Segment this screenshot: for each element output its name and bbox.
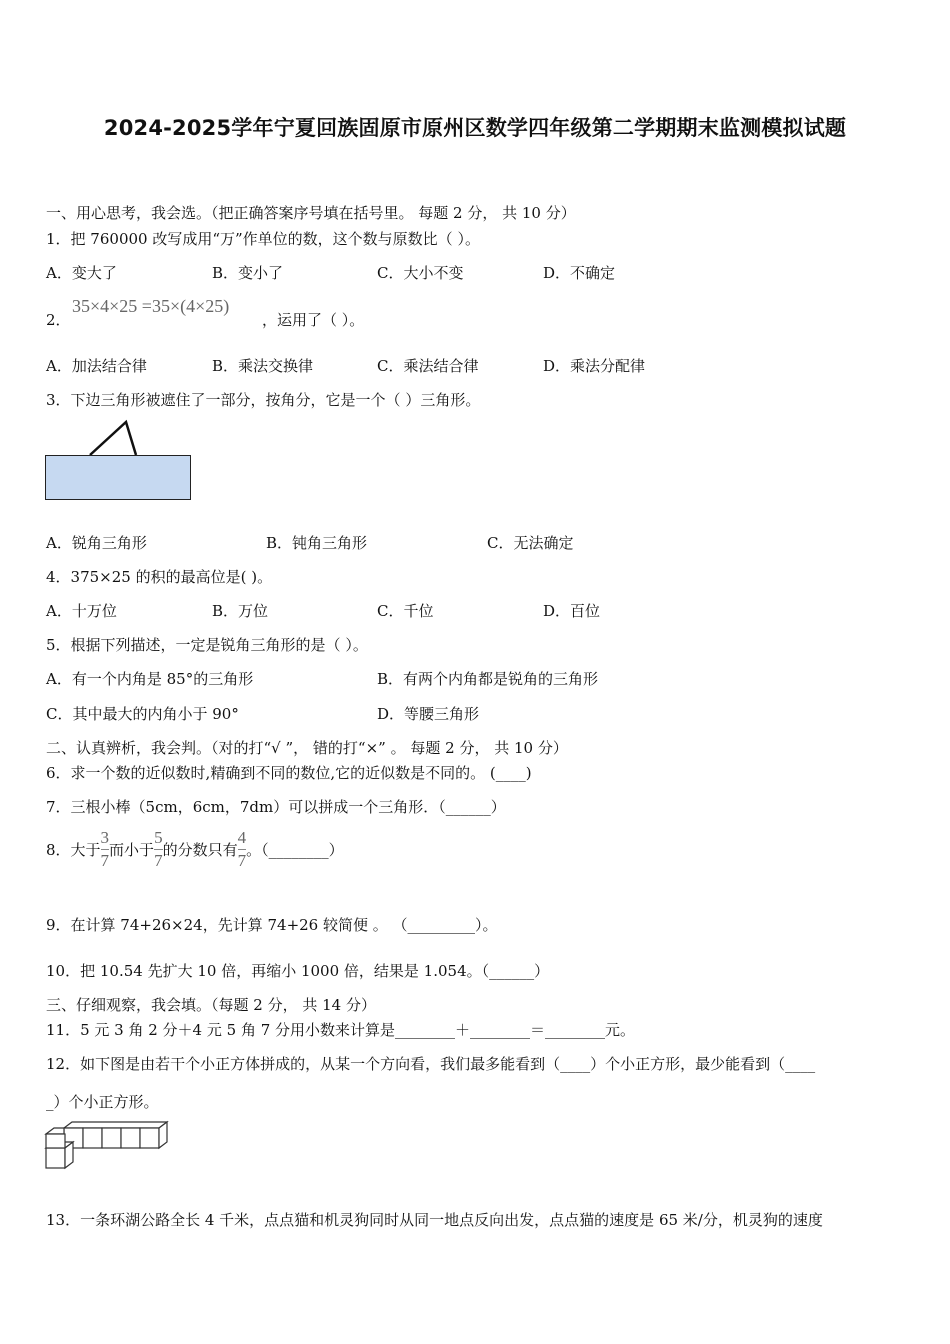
q4-option-c: C．千位	[377, 602, 434, 620]
q5-option-a: A．有一个内角是 85°的三角形	[46, 670, 254, 688]
section-2-heading: 二、认真辨析，我会判。（对的打“√ ”， 错的打“×” 。 每题 2 分， 共 10 分）	[46, 739, 568, 757]
q1-option-d: D．不确定	[543, 264, 616, 282]
q4-option-b: B．万位	[212, 602, 269, 620]
question-8	[46, 829, 344, 870]
q3-option-a: A．锐角三角形	[46, 534, 147, 552]
question-10: 10．把 10.54 先扩大 10 倍，再缩小 1000 倍，结果是 1.054。（______）	[46, 962, 550, 980]
fraction-numerator: 3	[100, 828, 110, 847]
q1-option-c: C．大小不变	[377, 264, 464, 282]
question-3: 3．下边三角形被遮住了一部分，按角分，它是一个（ ）三角形。	[46, 391, 481, 409]
question-2-formula: 35×4×25 =35×(4×25)	[72, 296, 230, 316]
q8-text-4: 。（________）	[246, 841, 344, 859]
fraction-numerator: 4	[237, 828, 247, 847]
fraction-denominator: 7	[237, 851, 247, 870]
fraction-three-sevenths	[101, 829, 110, 870]
q3-option-c: C．无法确定	[487, 534, 574, 552]
q5-option-c: C．其中最大的内角小于 90°	[46, 705, 239, 723]
question-11: 11．5 元 3 角 2 分＋4 元 5 角 7 分用小数来计算是________＋________＝________元。	[46, 1021, 636, 1039]
q2-option-c: C．乘法结合律	[377, 357, 479, 375]
question-1: 1．把 760000 改写成用“万”作单位的数，这个数与原数比（ ）。	[46, 230, 480, 248]
question-12-line-1: 12．如下图是由若干个小正方体拼成的，从某一个方向看，我们最多能看到（____）个小正方形，最少能看到（____	[46, 1055, 816, 1073]
question-6: 6．求一个数的近似数时,精确到不同的数位,它的近似数是不同的。 (____)	[46, 764, 532, 782]
page-title: 2024-2025学年宁夏回族固原市原州区数学四年级第二学期期末监测模拟试题	[103, 116, 847, 140]
q1-option-a: A．变大了	[46, 264, 117, 282]
fraction-five-sevenths	[154, 829, 163, 870]
q2-option-d: D．乘法分配律	[543, 357, 646, 375]
fraction-numerator: 5	[154, 828, 163, 847]
question-2-number: 2．	[46, 311, 71, 329]
fraction-denominator: 7	[100, 851, 110, 870]
q8-text-3: 的分数只有	[162, 841, 238, 859]
question-4: 4．375×25 的积的最高位是( )。	[46, 568, 273, 586]
question-7: 7．三根小棒（5cm，6cm，7dm）可以拼成一个三角形．（______）	[46, 798, 506, 816]
question-2-suffix: ，运用了（ ）。	[262, 311, 365, 329]
q2-option-b: B．乘法交换律	[212, 357, 314, 375]
q4-option-d: D．百位	[543, 602, 601, 620]
q3-option-b: B．钝角三角形	[266, 534, 368, 552]
section-1-heading: 一、用心思考，我会选。（把正确答案序号填在括号里。 每题 2 分， 共 10 分）	[46, 204, 576, 222]
q4-option-a: A．十万位	[46, 602, 117, 620]
triangle-figure	[44, 418, 194, 502]
section-3-heading: 三、仔细观察，我会填。（每题 2 分， 共 14 分）	[46, 996, 376, 1014]
cubes-figure	[44, 1120, 170, 1172]
question-5: 5．根据下列描述，一定是锐角三角形的是（ ）。	[46, 636, 368, 654]
q5-option-d: D．等腰三角形	[377, 705, 480, 723]
question-12-line-2: _）个小正方形。	[46, 1093, 159, 1111]
fraction-denominator: 7	[154, 851, 163, 870]
q2-option-a: A．加法结合律	[46, 357, 147, 375]
q8-text-1: 8．大于	[46, 841, 101, 859]
fraction-four-sevenths	[238, 829, 247, 870]
question-9: 9．在计算 74+26×24，先计算 74+26 较简便 。 （_________）。	[46, 916, 498, 934]
question-13: 13．一条环湖公路全长 4 千米，点点猫和机灵狗同时从同一地点反向出发，点点猫的速度是 65 米/分，机灵狗的速度	[46, 1211, 823, 1229]
q5-option-b: B．有两个内角都是锐角的三角形	[377, 670, 599, 688]
q8-text-2: 而小于	[109, 841, 155, 859]
q1-option-b: B．变小了	[212, 264, 284, 282]
